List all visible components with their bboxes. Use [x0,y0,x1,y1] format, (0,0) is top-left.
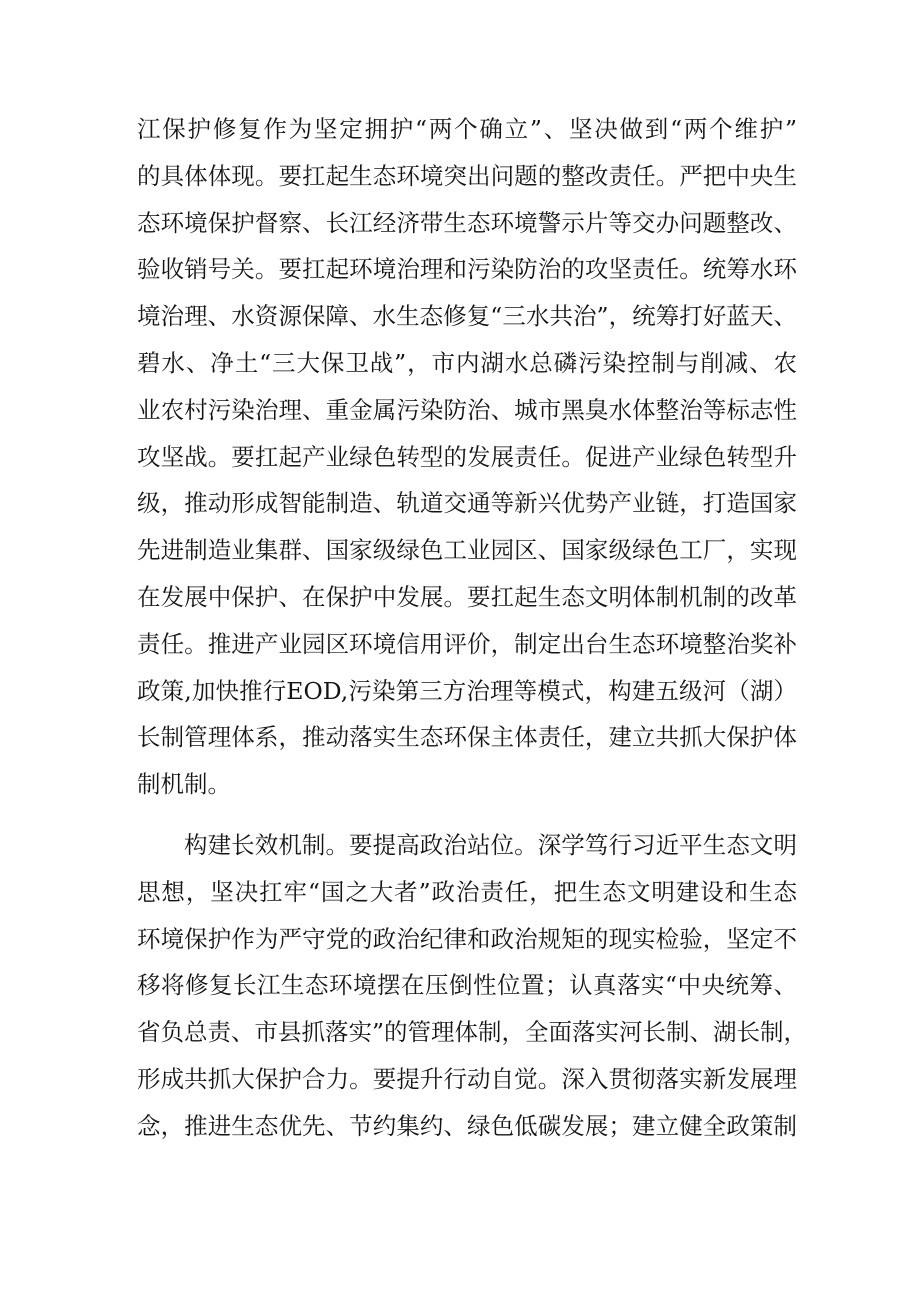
text-line: 移将修复长江生态环境摆在压倒性位置；认真落实“中央统筹、 [137,971,797,1000]
text-line: 的具体体现。要扛起生态环境突出问题的整改责任。严把中央生 [137,161,797,190]
paragraph-spacer [137,808,797,822]
paragraph-responsibilities [137,106,797,808]
text-line: 攻坚战。要扛起产业绿色转型的发展责任。促进产业绿色转型升 [137,442,797,471]
text-line: 环境保护作为严守党的政治纪律和政治规矩的现实检验，坚定不 [137,924,797,953]
text-line: 制机制。 [137,770,231,799]
paragraph-long-term-mechanism [137,822,808,1150]
text-line: 责任。推进产业园区环境信用评价，制定出台生态环境整治奖补 [137,629,797,658]
text-line: 江保护修复作为坚定拥护“两个确立”、坚决做到“两个维护” [137,115,797,143]
text-line: 思想，坚决扛牢“国之大者”政治责任，把生态文明建设和生态 [137,877,797,906]
text-line: 业农村污染治理、重金属污染防治、城市黑臭水体整治等标志性 [137,395,797,424]
text-line: 碧水、净土“三大保卫战”，市内湖水总磷污染控制与削减、农 [137,348,797,377]
text-line: 境治理、水资源保障、水生态修复“三水共治”，统筹打好蓝天、 [137,302,797,331]
text-line: 念，推进生态优先、节约集约、绿色低碳发展；建立健全政策制 [137,1111,797,1140]
text-line: 省负总责、市县抓落实”的管理体制，全面落实河长制、湖长制， [137,1018,808,1047]
text-line: 级，推动形成智能制造、轨道交通等新兴优势产业链，打造国家 [137,489,797,518]
text-line: 先进制造业集群、国家级绿色工业园区、国家级绿色工厂，实现 [137,536,797,565]
text-line: 构建长效机制。要提高政治站位。深学笃行习近平生态文明 [184,830,797,859]
text-line: 政策,加快推行EOD,污染第三方治理等模式，构建五级河（湖） [137,676,797,705]
text-line: 态环境保护督察、长江经济带生态环境警示片等交办问题整改、 [137,208,797,237]
text-line: 长制管理体系，推动落实生态环保主体责任，建立共抓大保护体 [137,723,797,752]
document-body [137,106,808,1150]
text-line: 在发展中保护、在保护中发展。要扛起生态文明体制机制的改革 [137,582,797,611]
text-line: 形成共抓大保护合力。要提升行动自觉。深入贯彻落实新发展理 [137,1064,797,1093]
text-line: 验收销号关。要扛起环境治理和污染防治的攻坚责任。统筹水环 [137,255,797,284]
